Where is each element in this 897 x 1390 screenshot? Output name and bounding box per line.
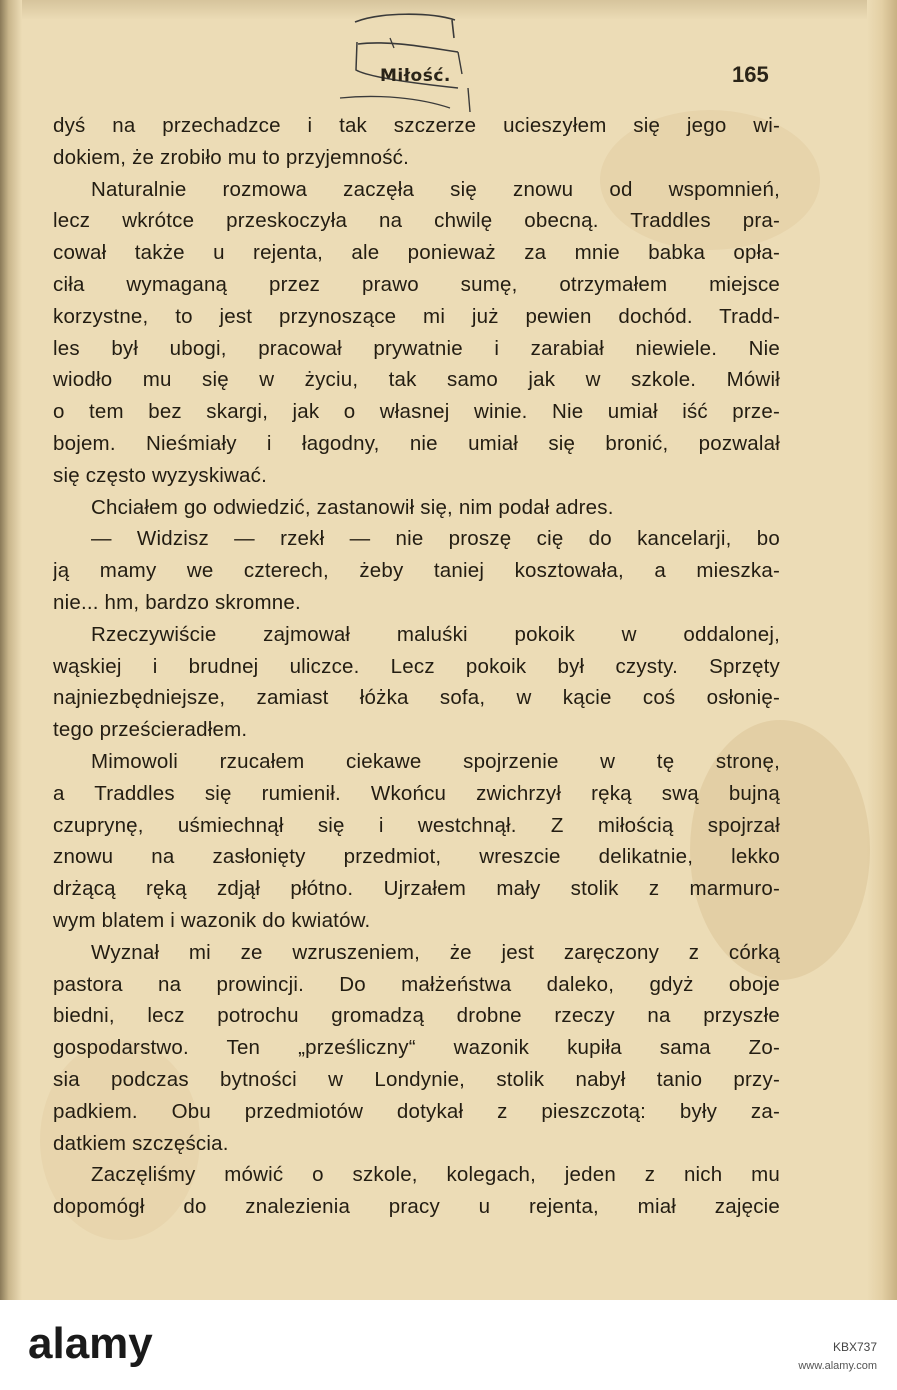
body-text [53, 110, 780, 1223]
text-line: ją mamy we czterech, żeby taniej kosztowała, a mieszka- [53, 559, 780, 583]
paragraph [53, 110, 780, 174]
watermark-url: www.alamy.com [798, 1360, 877, 1372]
text-line: ciła wymaganą przez prawo sumę, otrzymałem miejsce [53, 272, 780, 296]
text-line: znowu na zasłonięty przedmiot, wreszcie delikatnie, lekko [53, 845, 780, 869]
text-line: o tem bez skargi, jak o własnej winie. Nie umiał iść prze- [53, 400, 780, 424]
running-head [0, 60, 897, 90]
text-line: a Traddles się rumienił. Wkońcu zwichrzył ręką swą bujną [53, 781, 780, 805]
text-line: lecz wkrótce przeskoczyła na chwilę obecną. Traddles pra- [53, 209, 780, 233]
text-line: dopomógł do znalezienia pracy u rejenta, miał zajęcie [53, 1195, 780, 1219]
text-line: Rzeczywiście zajmował maluśki pokoik w oddalonej, [91, 622, 780, 646]
text-line: korzystne, to jest przynoszące mi już pewien dochód. Tradd- [53, 304, 780, 328]
paragraph [53, 1159, 780, 1223]
running-title: Miłość. [380, 66, 451, 86]
text-line: sia podczas bytności w Londynie, stolik nabył tanio przy- [53, 1067, 780, 1091]
image-id: KBX737 [832, 1340, 877, 1354]
page-number: 165 [732, 62, 769, 87]
text-line: cował także u rejenta, ale ponieważ za mnie babka opła- [53, 241, 780, 265]
text-line: Wyznał mi ze wzruszeniem, że jest zaręczony z córką [91, 940, 780, 964]
svg-text:alamy: alamy [28, 1319, 153, 1368]
text-line: wąskiej i brudnej uliczce. Lecz pokoik był czysty. Sprzęty [53, 654, 780, 678]
text-line: Chciałem go odwiedzić, zastanowił się, nim podał adres. [91, 495, 614, 519]
text-line: — Widzisz — rzekł — nie proszę cię do kancelarji, bo [91, 527, 780, 551]
watermark-bar [0, 1300, 897, 1390]
text-line: padkiem. Obu przedmiotów dotykał z pieszczotą: były za- [53, 1099, 780, 1123]
page-edge-left [0, 0, 22, 1300]
text-line: czuprynę, uśmiechnął się i westchnął. Z miłością spojrzał [53, 813, 780, 837]
text-line: les był ubogi, pracował prywatnie i zarabiał niewiele. Nie [53, 336, 780, 360]
text-line: nie... hm, bardzo skromne. [53, 590, 301, 614]
text-line: biedni, lecz potrochu gromadzą drobne rzeczy na przyszłe [53, 1004, 780, 1028]
alamy-logo [28, 1316, 178, 1372]
text-line: się często wyzyskiwać. [53, 463, 268, 487]
text-line: tego prześcieradłem. [53, 718, 248, 742]
text-line: Zaczęliśmy mówić o szkole, kolegach, jeden z nich mu [91, 1163, 780, 1187]
text-line: gospodarstwo. Ten „prześliczny“ wazonik kupiła sama Zo- [53, 1036, 780, 1060]
paragraph [53, 746, 780, 937]
paragraph [53, 523, 780, 618]
paragraph [53, 492, 780, 524]
text-line: dokiem, że zrobiło mu to przyjemność. [53, 145, 410, 169]
text-line: Naturalnie rozmowa zaczęła się znowu od wspomnień, [91, 177, 780, 201]
text-line: wiodło mu się w życiu, tak samo jak w szkole. Mówił [53, 368, 780, 392]
text-line: najniezbędniejsze, zamiast łóżka sofa, w kącie coś osłonię- [53, 686, 780, 710]
paragraph [53, 619, 780, 746]
paragraph [53, 937, 780, 1160]
text-line: pastora na prowincji. Do małżeństwa daleko, gdyż oboje [53, 972, 780, 996]
page-edge-right [867, 0, 897, 1300]
text-line: datkiem szczęścia. [53, 1131, 229, 1155]
text-line: Mimowoli rzucałem ciekawe spojrzenie w tę stronę, [91, 749, 780, 773]
text-line: wym blatem i wazonik do kwiatów. [53, 908, 371, 932]
text-line: bojem. Nieśmiały i łagodny, nie umiał się bronić, pozwalał [53, 431, 780, 455]
text-line: drżącą ręką zdjął płótno. Ujrzałem mały stolik z marmuro- [53, 877, 780, 901]
text-line: dyś na przechadzce i tak szczerze ucieszyłem się jego wi- [53, 114, 780, 137]
paragraph [53, 174, 780, 492]
